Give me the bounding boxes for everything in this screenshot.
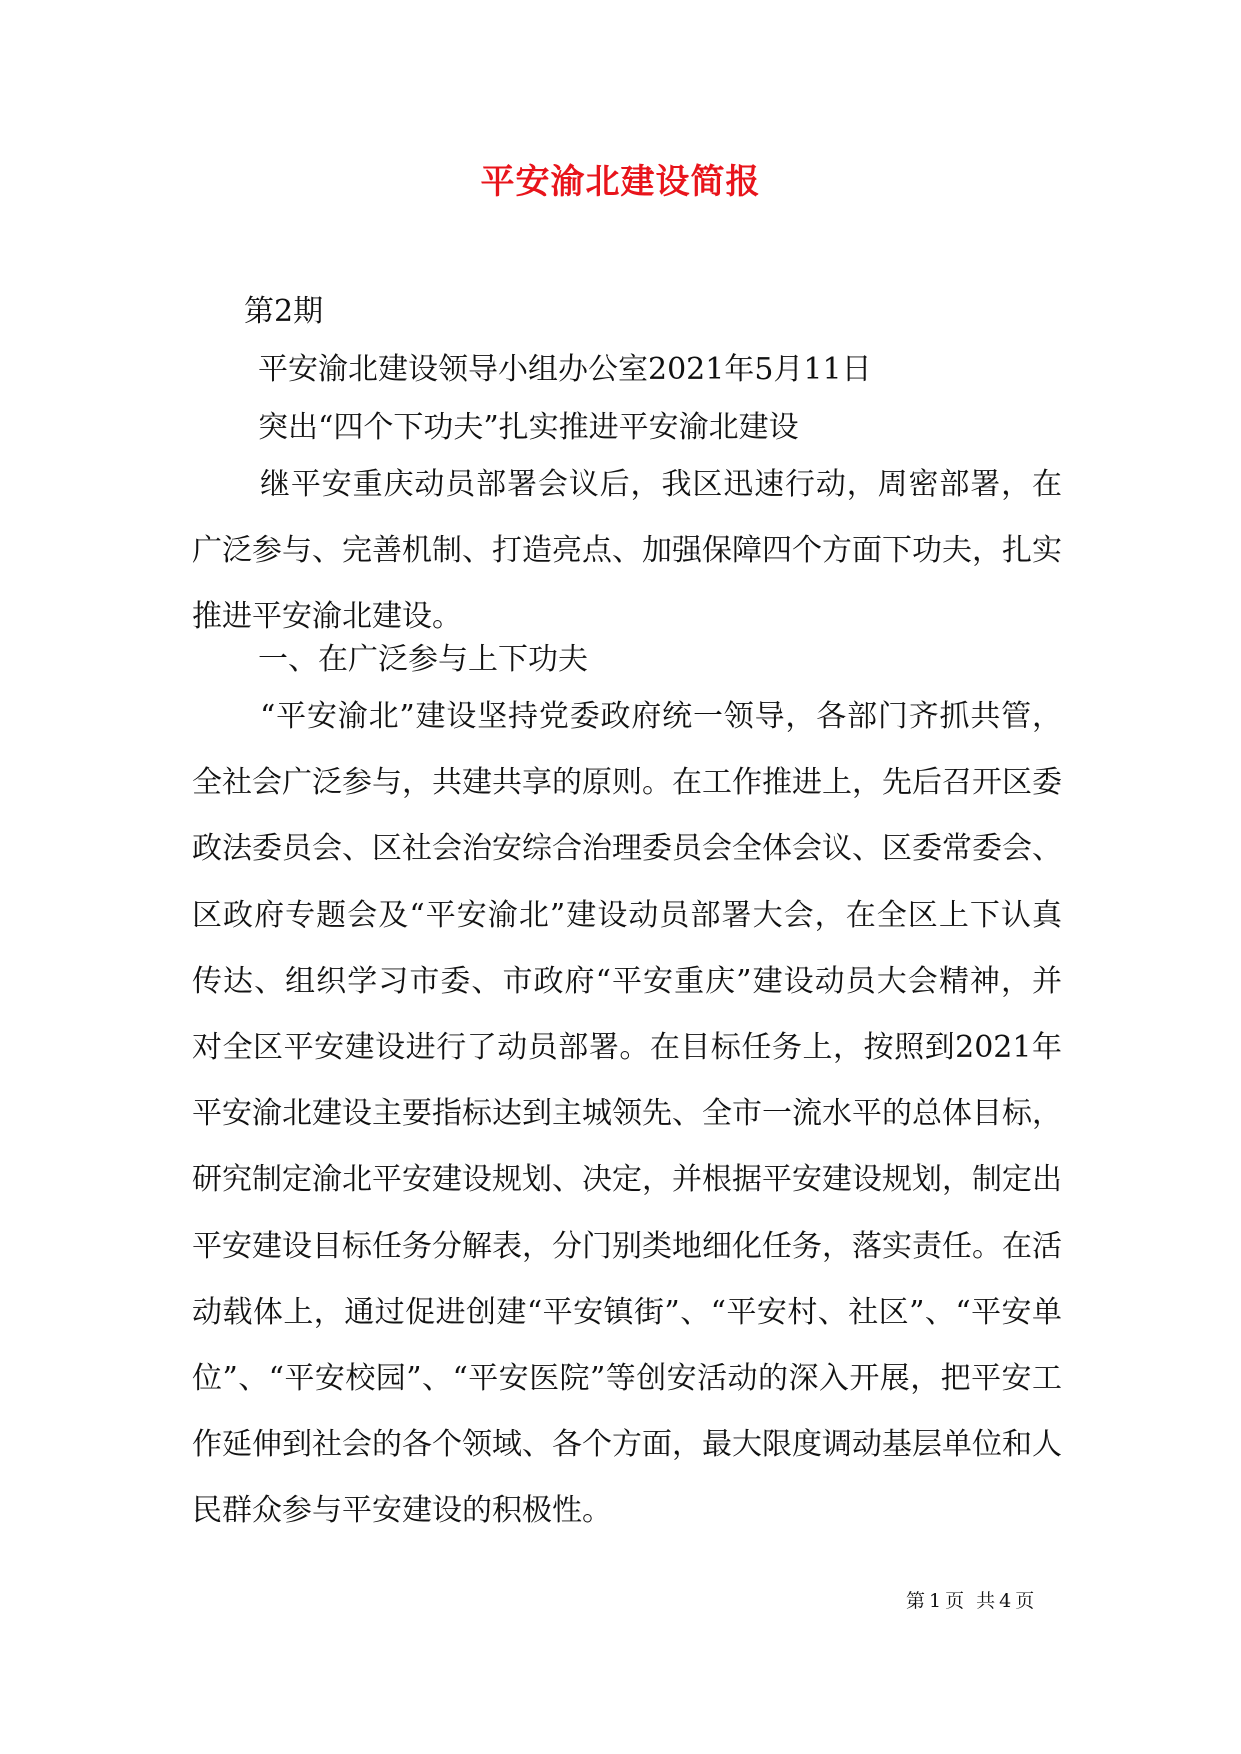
issue-number: 第2期	[244, 294, 324, 329]
intro-paragraph: 继平安重庆动员部署会议后，我区迅速行动，周密部署，在广泛参与、完善机制、打造亮点、加强保障四个方面下功夫，扎实推进平安渝北建设。	[192, 467, 1062, 635]
footer-mid: 页 共	[945, 1590, 996, 1612]
section-heading: 一、在广泛参与上下功夫	[258, 642, 588, 677]
issuer-and-date: 平安渝北建设领导小组办公室2021年5月11日	[258, 352, 872, 387]
footer-total-pages: 4	[999, 1590, 1012, 1612]
section-paragraph: “平安渝北”建设坚持党委政府统一领导，各部门齐抓共管，全社会广泛参与，共建共享的原则。在工作推进上，先后召开区委政法委员会、区社会治安综合治理委员会全体会议、区委常委会、区政府专题会及“平安渝北”建设动员部署大会，在全区上下认真传达、组织学习市委、市政府“平安重庆”建设动员大会精神，并对全区平安建设进行了动员部署。在目标任务上，按照到2021年平安渝北建设主要指标达到主城领先、全市一流水平的总体目标，研究制定渝北平安建设规划、决定，并根据平安建设规划，制定出平安建设目标任务分解表，分门别类地细化任务，落实责任。在活动载体上，通过促进创建“平安镇街”、“平安村、社区”、“平安单位”、“平安校园”、“平安医院”等创安活动的深入开展，把平安工作延伸到社会的各个领域、各个方面，最大限度调动基层单位和人民群众参与平安建设的积极性。	[192, 699, 1062, 1529]
footer-page-number: 1	[929, 1590, 942, 1612]
article-headline: 突出“四个下功夫”扎实推进平安渝北建设	[258, 410, 799, 445]
page-footer	[904, 1588, 1036, 1614]
footer-prefix: 第	[906, 1590, 926, 1612]
document-title: 平安渝北建设简报	[480, 162, 761, 202]
footer-suffix: 页	[1015, 1590, 1035, 1612]
